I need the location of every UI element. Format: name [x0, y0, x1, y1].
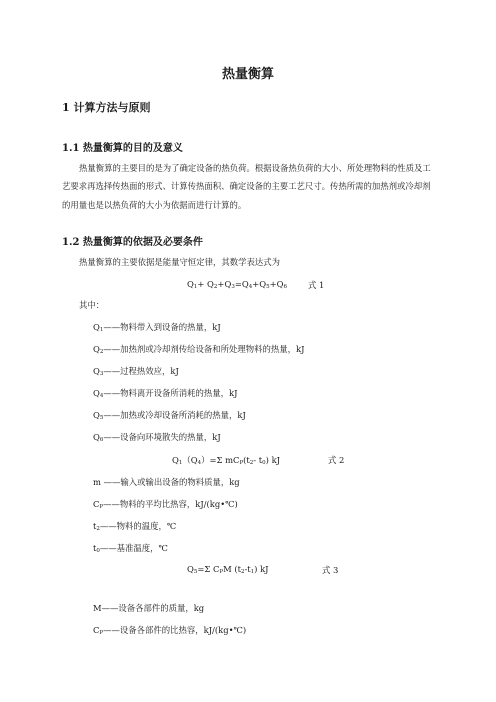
- definition-q2: $Q_2——$加热剂或冷却剂传给设备和所处理物料的热量，kJ: [93, 344, 305, 355]
- equation-2-label: 式 2: [328, 455, 345, 465]
- definition-q5: $Q_5——$加热或冷却设备所消耗的热量，kJ: [93, 410, 246, 421]
- document-title: 热量衡算: [221, 67, 274, 82]
- intro-line: 热量衡算的主要依据是能量守恒定律，其数学表达式为: [79, 257, 280, 267]
- equation-1: $Q_1+ Q_2+Q_3=Q_4+Q_5+Q_6$: [187, 279, 287, 290]
- section-heading-1: 1 计算方法与原则: [62, 101, 151, 114]
- paragraph-purpose: 热量衡算的主要目的是为了确定设备的热负荷。根据设备热负荷的大小、所处理物料的性质及工艺要求再选择传热面的形式、计算传热面积、确定设备的主要工艺尺寸。传热所需的加热剂或冷却剂的用量也是以热负荷的大小为依据而进行计算的。: [62, 163, 431, 210]
- subsection-heading-1-1: 1.1 热量衡算的目的及意义: [62, 143, 183, 154]
- equation-3: $Q_5=\Sigma$ $C_PM$ $(t_2-t_1)$ kJ: [187, 564, 269, 575]
- equation-1-label: 式 1: [308, 280, 325, 290]
- subsection-heading-1-2: 1.2 热量衡算的依据及必要条件: [62, 237, 203, 248]
- where-label: 其中：: [79, 300, 105, 310]
- definition-t2: $t_2——$物料的温度，℃: [93, 521, 177, 532]
- definition-cp: $C_P——$物料的平均比热容，kJ/(kg•℃): [93, 499, 238, 510]
- definition-cp-parts: $C_P——$设备各部件的比热容，kJ/(kg•℃): [93, 625, 247, 636]
- definition-m: m ——输入或输出设备的物料质量，kg: [93, 477, 240, 487]
- equation-3-label: 式 3: [322, 565, 339, 575]
- definition-M: M——设备各部件的质量，kg: [93, 603, 205, 613]
- definition-q6: $Q_6——$设备向环境散失的热量，kJ: [93, 432, 221, 443]
- equation-2: $Q_1(Q_4)=\Sigma$ $mC_P(t_2-$ $t_0$) kJ: [172, 455, 281, 466]
- definition-q1: $Q_1——$物料带入到设备的热量，kJ: [93, 322, 221, 333]
- definition-q4: $Q_4——$物料离开设备所消耗的热量，kJ: [93, 388, 238, 399]
- definition-t0: $t_0——$基准温度，℃: [93, 543, 168, 554]
- definition-q3: $Q_3——$过程热效应，kJ: [93, 366, 179, 377]
